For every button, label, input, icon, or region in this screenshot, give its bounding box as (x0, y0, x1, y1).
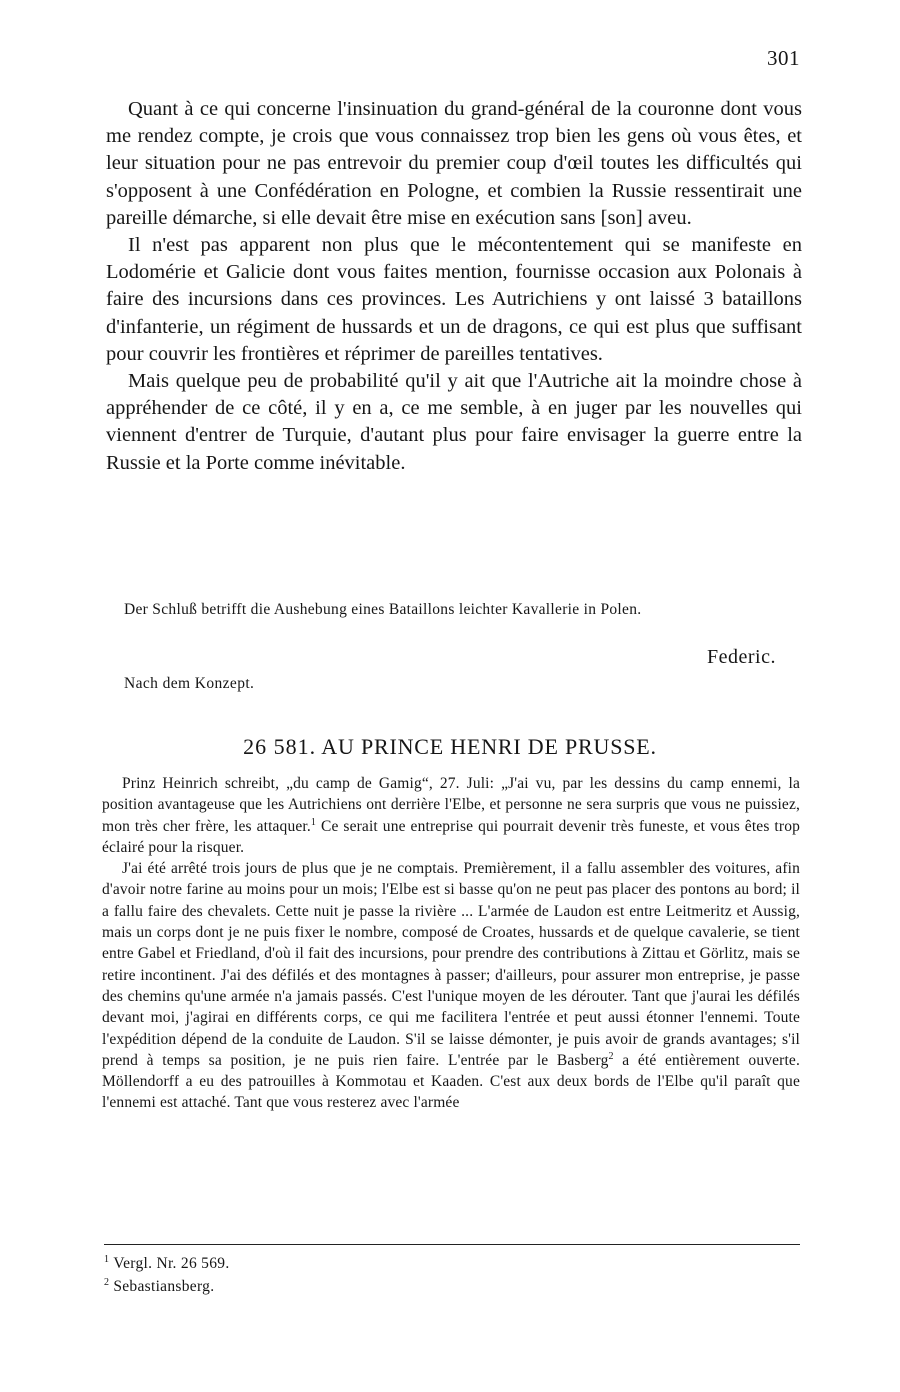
summary-paragraph (102, 858, 800, 1114)
source-note: Nach dem Konzept. (124, 675, 255, 692)
footnote-marker: 1 (310, 816, 317, 828)
editor-note: Der Schluß betrifft die Aushebung eines Bataillons leichter Kavallerie in Polen. (124, 601, 642, 618)
footnote-marker: 2 (608, 1050, 614, 1062)
summary-paragraph (102, 773, 800, 858)
footnote (104, 1250, 230, 1273)
letter-paragraph: Mais quelque peu de probabilité qu'il y ait que l'Autriche ait la moindre chose à appréhender de ce côté, il y en a, ce me semble, à en juger par les nouvelles qui viennent d'entrer de Turquie, d'autant plus pour faire envisager la guerre entre la Russie et la Porte comme inévitable. (106, 370, 802, 474)
summary-text: Prinz Heinrich schreibt, „du camp de Gamig“, 27. Juli: „J'ai vu, par les dessins du camp ennemi, la position avantageuse que les Autrichiens ont derrière l'Elbe, et personne ne sera surpris que vous ne puissiez, mon très cher frère, les attaquer. (102, 775, 800, 835)
footnote (104, 1273, 230, 1296)
letter-paragraph: Il n'est pas apparent non plus que le mécontentement qui se manifeste en Lodomérie et Galicie dont vous faites mention, fournisse occasion aux Polonais à faire des incursions dans ces provinces. Les Autrichiens y ont laissé 3 bataillons d'infanterie, un régiment de hussards et un de dragons, ce qui est plus que suffisant pour couvrir les frontières et réprimer de pareilles tentatives. (106, 234, 802, 365)
letter-number: 26 581. (243, 734, 317, 759)
footnote-divider (104, 1244, 800, 1245)
footnote-text: Vergl. Nr. 26 569. (113, 1255, 230, 1273)
summary-text: a été entièrement ouverte. Möllendorff a eu des patrouilles à Kommotau et Kaaden. C'est aux deux bords de l'Elbe qu'il paraît que l'ennemi est attaché. Tant que vous resterez avec l'armée (102, 1051, 800, 1112)
footnote-number: 2 (104, 1277, 110, 1289)
footnote-number: 1 (104, 1254, 110, 1265)
page-number: 301 (767, 46, 800, 70)
signature: Federic. (707, 646, 776, 668)
letter-title: AU PRINCE HENRI DE PRUSSE. (321, 734, 657, 759)
summary-text: J'ai été arrêté trois jours de plus que je ne comptais. Premièrement, il a fallu assembler des voitures, afin d'avoir notre farine au moins pour un mois; l'Elbe est si basse qu'on ne peut pas placer des pontons au bord; il a fallu faire des chevalets. Cette nuit je passe la rivière ... L'armée de Laudon est entre Leitmeritz et Aussig, mais un corps dont je ne puis fixer le nombre, composé de Croates, hussards et de quelque cavalerie, se tient entre Gabel et Friedland, d'où il fait des incursions, pour prendre des contributions à Zittau et Görlitz, mais se retire incontinent. J'ai des défilés et des montagnes à passer; d'ailleurs, pour assurer mon entreprise, je passe des chemins qu'une armée n'a jamais passés. C'est l'unique moyen de les dérouter. Tant que j'aurai les défilés devant moi, j'agirai en différents corps, ce qui me facilitera l'entrée et peut aussi étonner l'ennemi. Toute l'expédition dépend de la conduite de Laudon. S'il se laisse démonter, je puis avoir de grands avantages; s'il prend à temps sa position, je ne puis rien faire. L'entrée par le Basberg (102, 860, 800, 1069)
footnotes (104, 1250, 230, 1296)
letter-paragraph: Quant à ce qui concerne l'insinuation du grand-général de la couronne dont vous me rendez compte, je crois que vous connaissez trop bien les gens où vous êtes, et leur situation pour ne pas entrevoir du premier coup d'œil toutes les difficultés qui s'opposent à une Confédération en Pologne, et combien la Russie ressentirait une pareille démarche, si elle devait être mise en exécution sans [son] aveu. (106, 98, 802, 229)
summary-text: Ce serait une entreprise qui pourrait devenir très funeste, et vous êtes trop éclairé pour la risquer. (102, 817, 800, 856)
footnote-text: Sebastiansberg. (113, 1278, 215, 1296)
letter-heading (0, 734, 900, 760)
letter-body (106, 96, 802, 477)
correspondence-summary (102, 773, 800, 1114)
